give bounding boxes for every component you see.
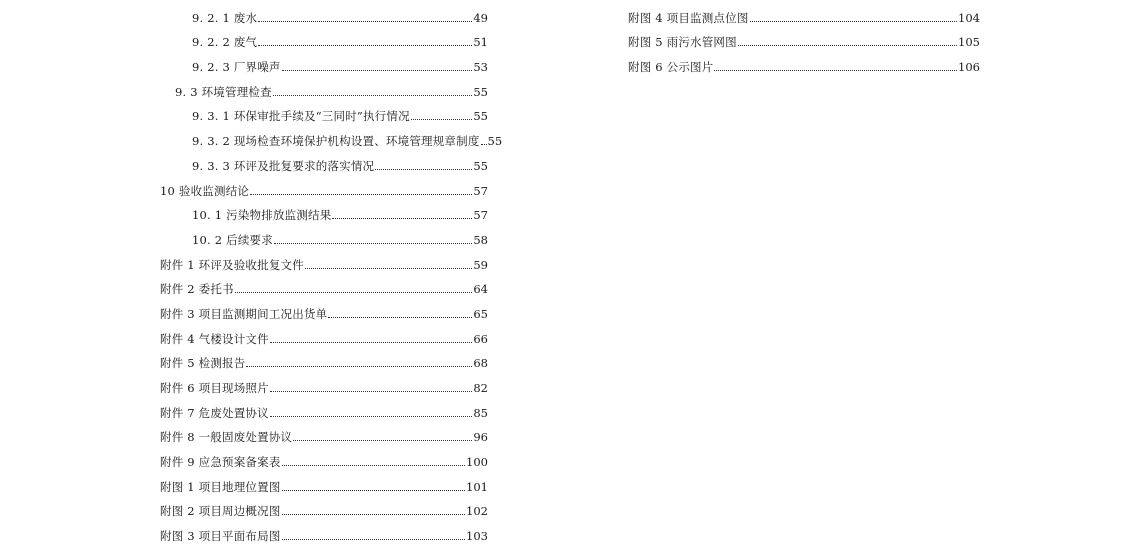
toc-entry-page: 68 [473, 356, 488, 371]
toc-entry-label: 9. 3 环境管理检查 [175, 84, 272, 99]
dot-leader [270, 391, 473, 392]
toc-entry[interactable] [160, 74, 488, 99]
toc-entry-label: 附件 7 危废处置协议 [160, 405, 269, 420]
toc-entry[interactable] [160, 198, 488, 223]
toc-entry-label: 10. 1 污染物排放监测结果 [192, 208, 332, 223]
toc-entry[interactable] [160, 518, 488, 543]
toc-entry-page: 55 [473, 158, 488, 173]
toc-entry-label: 9. 2. 1 废水 [192, 10, 258, 25]
toc-entry-page: 64 [473, 282, 488, 297]
toc-entry[interactable] [160, 370, 488, 395]
toc-entry[interactable] [160, 321, 488, 346]
toc-entry-label: 附图 5 雨污水管网图 [628, 35, 737, 50]
toc-entry-label: 10 验收监测结论 [160, 183, 250, 198]
toc-entry-page: 104 [958, 10, 980, 25]
toc-entry-page: 100 [466, 455, 488, 470]
toc-entry-page: 55 [473, 84, 488, 99]
toc-entry[interactable] [160, 148, 488, 173]
toc-entry[interactable] [160, 444, 488, 469]
toc-entry-label: 附件 5 检测报告 [160, 356, 246, 371]
toc-entry-label: 9. 2. 3 厂界噪声 [192, 60, 281, 75]
toc-entry-label: 9. 3. 3 环评及批复要求的落实情况 [192, 158, 375, 173]
dot-leader [481, 144, 487, 145]
toc-entry-page: 55 [487, 134, 503, 149]
toc-entry-label: 附件 2 委托书 [160, 282, 234, 297]
toc-right-column [628, 0, 980, 74]
toc-entry-page: 82 [473, 381, 488, 395]
dot-leader [750, 21, 958, 22]
toc-entry[interactable] [628, 0, 980, 25]
dot-leader [246, 366, 472, 367]
dot-leader [282, 70, 473, 71]
toc-left-column [160, 0, 503, 544]
dot-leader [273, 95, 473, 96]
toc-entry[interactable] [160, 296, 488, 321]
toc-entry-label: 附件 8 一般固废处置协议 [160, 430, 293, 445]
dot-leader [258, 45, 472, 46]
dot-leader [270, 416, 473, 417]
dot-leader [714, 70, 957, 71]
dot-leader [250, 194, 472, 195]
toc-entry-label: 附件 6 项目现场照片 [160, 381, 269, 395]
toc-entry-page: 105 [958, 35, 980, 50]
toc-entry-page: 85 [473, 405, 488, 420]
toc-entry-page: 57 [473, 183, 488, 198]
toc-entry-page: 102 [466, 504, 488, 519]
toc-entry[interactable] [160, 123, 503, 149]
toc-entry-label: 附图 2 项目周边概况图 [160, 504, 281, 519]
toc-entry-page: 53 [473, 60, 488, 75]
toc-entry-page: 96 [473, 430, 488, 445]
dot-leader [293, 440, 472, 441]
toc-entry[interactable] [160, 346, 488, 371]
toc-entry-label: 附图 4 项目监测点位图 [628, 10, 749, 25]
toc-entry-label: 附件 1 环评及验收批复文件 [160, 257, 304, 272]
toc-entry[interactable] [628, 25, 980, 50]
dot-leader [270, 342, 473, 343]
dot-leader [738, 45, 957, 46]
dot-leader [282, 514, 466, 515]
toc-entry[interactable] [160, 25, 488, 50]
toc-entry-label: 附图 6 公示图片 [628, 60, 714, 75]
toc-entry-page: 57 [473, 208, 488, 223]
toc-entry[interactable] [160, 49, 488, 74]
toc-entry-label: 10. 2 后续要求 [192, 232, 273, 247]
toc-entry-page: 58 [473, 232, 488, 247]
dot-leader [282, 490, 466, 491]
toc-entry-page: 65 [473, 306, 488, 321]
toc-entry-page: 101 [466, 479, 488, 494]
toc-entry[interactable] [160, 247, 488, 272]
toc-entry-page: 103 [466, 529, 488, 544]
toc-entry-label: 9. 3. 1 环保审批手续及“三同时”执行情况 [192, 109, 410, 124]
toc-entry-page: 51 [473, 35, 488, 50]
dot-leader [235, 292, 473, 293]
toc-entry-label: 9. 3. 2 现场检查环境保护机构设置、环境管理规章制度 [192, 134, 480, 149]
toc-entry[interactable] [160, 395, 488, 420]
dot-leader [282, 465, 466, 466]
toc-entry[interactable] [628, 49, 980, 74]
toc-entry[interactable] [160, 222, 488, 247]
dot-leader [258, 21, 472, 22]
toc-entry[interactable] [160, 420, 488, 445]
toc-entry-page: 106 [958, 60, 980, 75]
toc-entry-label: 附件 3 项目监测期间工况出货单 [160, 306, 328, 321]
dot-leader [282, 539, 466, 540]
toc-entry[interactable] [160, 0, 488, 25]
dot-leader [411, 119, 473, 120]
toc-entry-label: 附图 3 项目平面布局图 [160, 529, 281, 544]
toc-entry[interactable] [160, 99, 488, 124]
dot-leader [305, 268, 472, 269]
dot-leader [328, 317, 472, 318]
dot-leader [375, 169, 472, 170]
dot-leader [274, 243, 472, 244]
toc-entry-label: 附件 9 应急预案备案表 [160, 455, 281, 470]
toc-entry[interactable] [160, 469, 488, 494]
toc-entry-page: 55 [473, 109, 488, 124]
toc-entry[interactable] [160, 173, 488, 198]
toc-entry[interactable] [160, 494, 488, 519]
toc-entry-page: 59 [473, 257, 488, 272]
toc-entry-label: 附图 1 项目地理位置图 [160, 479, 281, 494]
toc-entry-label: 附件 4 气楼设计文件 [160, 331, 269, 346]
dot-leader [332, 218, 472, 219]
toc-entry-page: 49 [473, 10, 488, 25]
toc-entry[interactable] [160, 272, 488, 297]
toc-entry-label: 9. 2. 2 废气 [192, 35, 258, 50]
toc-entry-page: 66 [473, 331, 488, 346]
